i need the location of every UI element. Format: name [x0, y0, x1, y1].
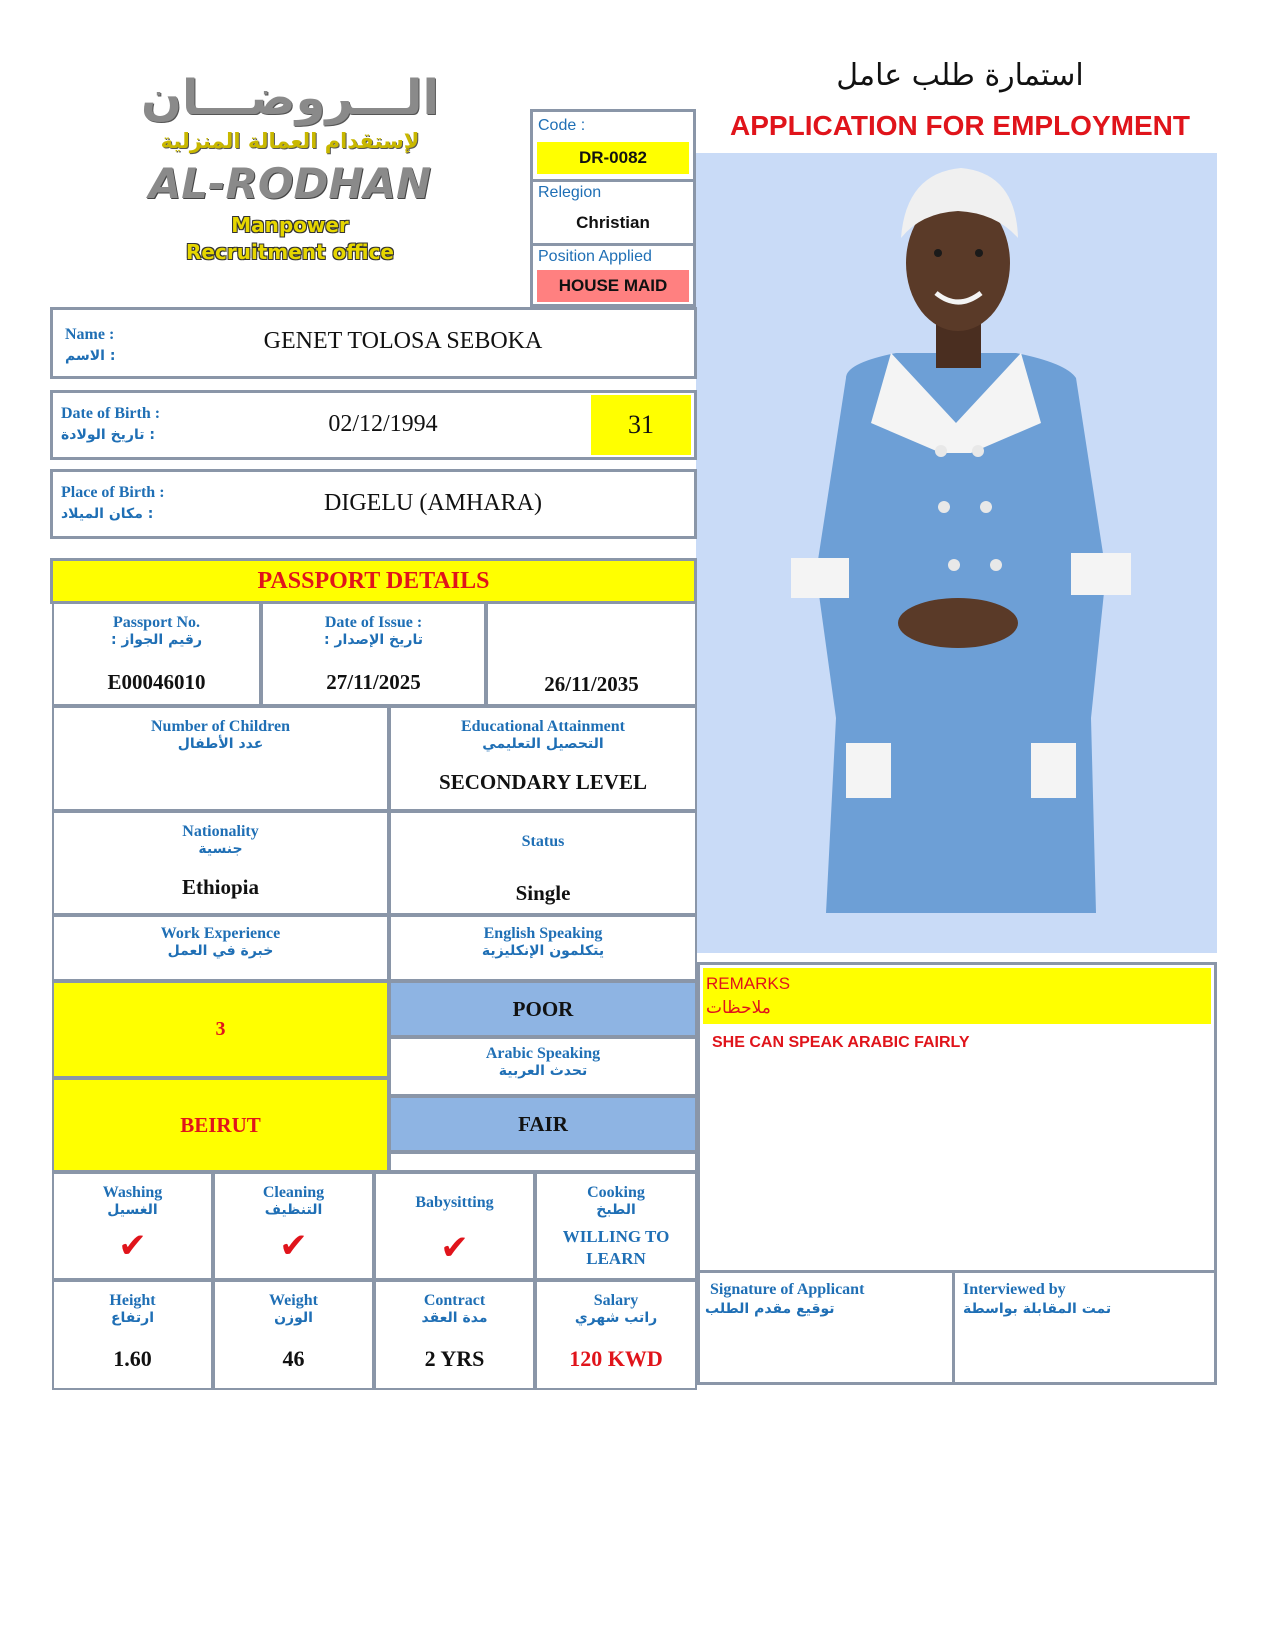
washing-check-icon: ✔	[118, 1226, 147, 1266]
babysitting-label: Babysitting	[415, 1194, 494, 1211]
status-cell	[389, 811, 697, 915]
passport-number-label-arabic: رقيم الجواز :	[110, 632, 203, 648]
pob-label: Place of Birth :	[61, 484, 165, 501]
experience-place-value: BEIRUT	[180, 1113, 261, 1137]
children-label-arabic: عدد الأطفال	[177, 736, 264, 752]
arabic-speaking-label-arabic: تحدث العربية	[498, 1063, 588, 1079]
remarks-label-arabic: ملاحظات	[706, 998, 771, 1018]
education-cell	[389, 706, 697, 811]
passport-number-value: E00046010	[107, 670, 206, 694]
babysitting-check-icon: ✔	[440, 1228, 469, 1268]
english-label: English Speaking	[483, 925, 603, 942]
arabic-value-cell	[389, 1096, 697, 1152]
experience-label-cell	[52, 915, 389, 981]
pob-label-arabic: مكان الميلاد :	[61, 506, 154, 522]
issue-date-cell	[261, 602, 486, 706]
remarks-box	[697, 962, 1217, 1277]
expiry-date-value: 26/11/2035	[544, 672, 639, 696]
weight-label-arabic: الوزن	[274, 1310, 313, 1326]
logo-arabic-name: الـــروضـــان	[141, 70, 439, 126]
english-value: POOR	[512, 997, 574, 1021]
salary-label: Salary	[593, 1292, 639, 1309]
interviewer-label: Interviewed by	[963, 1281, 1066, 1298]
logo-arabic-subtitle: لإستقدام العمالة المنزلية	[160, 129, 420, 153]
children-label: Number of Children	[151, 718, 290, 735]
contract-label: Contract	[423, 1292, 486, 1309]
remarks-text: SHE CAN SPEAK ARABIC FAIRLY	[712, 1034, 970, 1051]
cooking-value: WILLING TO LEARN	[562, 1227, 670, 1268]
pob-row	[50, 469, 697, 539]
washing-label-arabic: الغسيل	[107, 1202, 158, 1218]
age-value: 31	[591, 395, 691, 455]
children-cell	[52, 706, 389, 811]
cooking-label-arabic: الطبخ	[596, 1202, 636, 1218]
english-value-cell	[389, 981, 697, 1037]
height-label-arabic: ارتفاع	[110, 1310, 154, 1326]
cooking-cell	[535, 1172, 697, 1280]
passport-heading-text: PASSPORT DETAILS	[257, 568, 490, 594]
name-value: GENET TOLOSA SEBOKA	[263, 328, 543, 354]
nationality-label: Nationality	[182, 823, 259, 840]
height-cell	[52, 1280, 213, 1390]
arabic-label-cell	[389, 1037, 697, 1096]
weight-label: Weight	[269, 1292, 318, 1309]
issue-date-value: 27/11/2025	[326, 670, 421, 694]
nationality-cell	[52, 811, 389, 915]
company-logo	[120, 70, 460, 285]
code-value: DR-0082	[537, 142, 689, 174]
pob-value: DIGELU (AMHARA)	[324, 490, 542, 516]
washing-label: Washing	[102, 1184, 163, 1201]
experience-years-value: 3	[215, 1018, 226, 1040]
applicant-photo	[696, 153, 1217, 953]
dob-value: 02/12/1994	[328, 411, 438, 437]
salary-label-arabic: راتب شهري	[574, 1310, 658, 1326]
contract-cell	[374, 1280, 535, 1390]
interviewer-box	[952, 1270, 1217, 1385]
dob-label: Date of Birth :	[61, 405, 161, 422]
education-label-arabic: التحصيل التعليمي	[482, 736, 604, 752]
arabic-form-title: استمارة طلب عامل	[836, 58, 1084, 93]
dob-row	[50, 390, 697, 460]
babysitting-cell	[374, 1172, 535, 1280]
passport-number-cell	[52, 602, 261, 706]
education-label: Educational Attainment	[460, 718, 625, 735]
cooking-label: Cooking	[587, 1184, 645, 1201]
weight-value: 46	[282, 1346, 305, 1371]
remarks-header	[703, 968, 1211, 1024]
status-value: Single	[515, 881, 571, 905]
cleaning-cell	[213, 1172, 374, 1280]
logo-english-name: AL-RODHAN	[148, 159, 432, 208]
cleaning-label: Cleaning	[262, 1184, 325, 1201]
weight-cell	[213, 1280, 374, 1390]
washing-cell	[52, 1172, 213, 1280]
height-value: 1.60	[113, 1346, 152, 1371]
nationality-value: Ethiopia	[181, 875, 260, 899]
blank-cell	[389, 1152, 697, 1172]
logo-line-manpower: Manpower	[231, 213, 349, 237]
contract-value: 2 YRS	[424, 1346, 485, 1371]
dob-label-arabic: تاريخ الولادة :	[61, 427, 155, 443]
contract-label-arabic: مدة العقد	[421, 1310, 488, 1326]
arabic-speaking-label: Arabic Speaking	[485, 1045, 601, 1062]
religion-label: Relegion	[538, 184, 602, 201]
issue-date-label: Date of Issue :	[324, 614, 423, 631]
applicant-signature-label: Signature of Applicant	[710, 1281, 865, 1298]
height-label: Height	[109, 1292, 156, 1309]
divider	[533, 179, 693, 182]
nationality-label-arabic: جنسية	[198, 841, 243, 857]
english-label-arabic: يتكلمون الإنكليزية	[481, 943, 605, 959]
experience-years-cell	[52, 981, 389, 1078]
name-label: Name :	[65, 326, 115, 343]
applicant-photo-illustration	[696, 153, 1217, 953]
position-value: HOUSE MAID	[537, 270, 689, 302]
education-value: SECONDARY LEVEL	[439, 770, 647, 794]
interviewer-label-arabic: تمت المقابلة بواسطة	[963, 1301, 1112, 1317]
form-title: APPLICATION FOR EMPLOYMENT	[730, 110, 1190, 141]
experience-label: Work Experience	[160, 925, 281, 942]
religion-value: Christian	[576, 213, 650, 232]
experience-place-cell	[52, 1078, 389, 1172]
salary-cell	[535, 1280, 697, 1390]
applicant-signature-label-arabic: توقيع مقدم الطلب	[705, 1301, 835, 1317]
name-label-arabic: الاسم :	[65, 348, 116, 364]
code-label: Code :	[538, 117, 586, 134]
issue-date-label-arabic: تاريخ الإصدار :	[324, 632, 423, 648]
arabic-speaking-value: FAIR	[518, 1112, 568, 1136]
divider	[533, 243, 693, 246]
info-box	[530, 109, 696, 307]
salary-value: 120 KWD	[569, 1346, 663, 1371]
experience-label-arabic: خبرة في العمل	[167, 943, 274, 959]
cleaning-check-icon: ✔	[279, 1226, 308, 1266]
cleaning-label-arabic: التنظيف	[264, 1202, 323, 1218]
expiry-date-cell	[486, 602, 697, 706]
status-label: Status	[521, 833, 565, 850]
applicant-signature-box	[697, 1270, 955, 1385]
position-label: Position Applied	[538, 248, 652, 265]
logo-line-recruitment: Recruitment office	[186, 240, 394, 264]
passport-heading	[50, 558, 697, 604]
name-row	[50, 307, 697, 379]
english-label-cell	[389, 915, 697, 981]
remarks-label: REMARKS	[706, 974, 791, 993]
passport-number-label: Passport No.	[112, 614, 201, 631]
